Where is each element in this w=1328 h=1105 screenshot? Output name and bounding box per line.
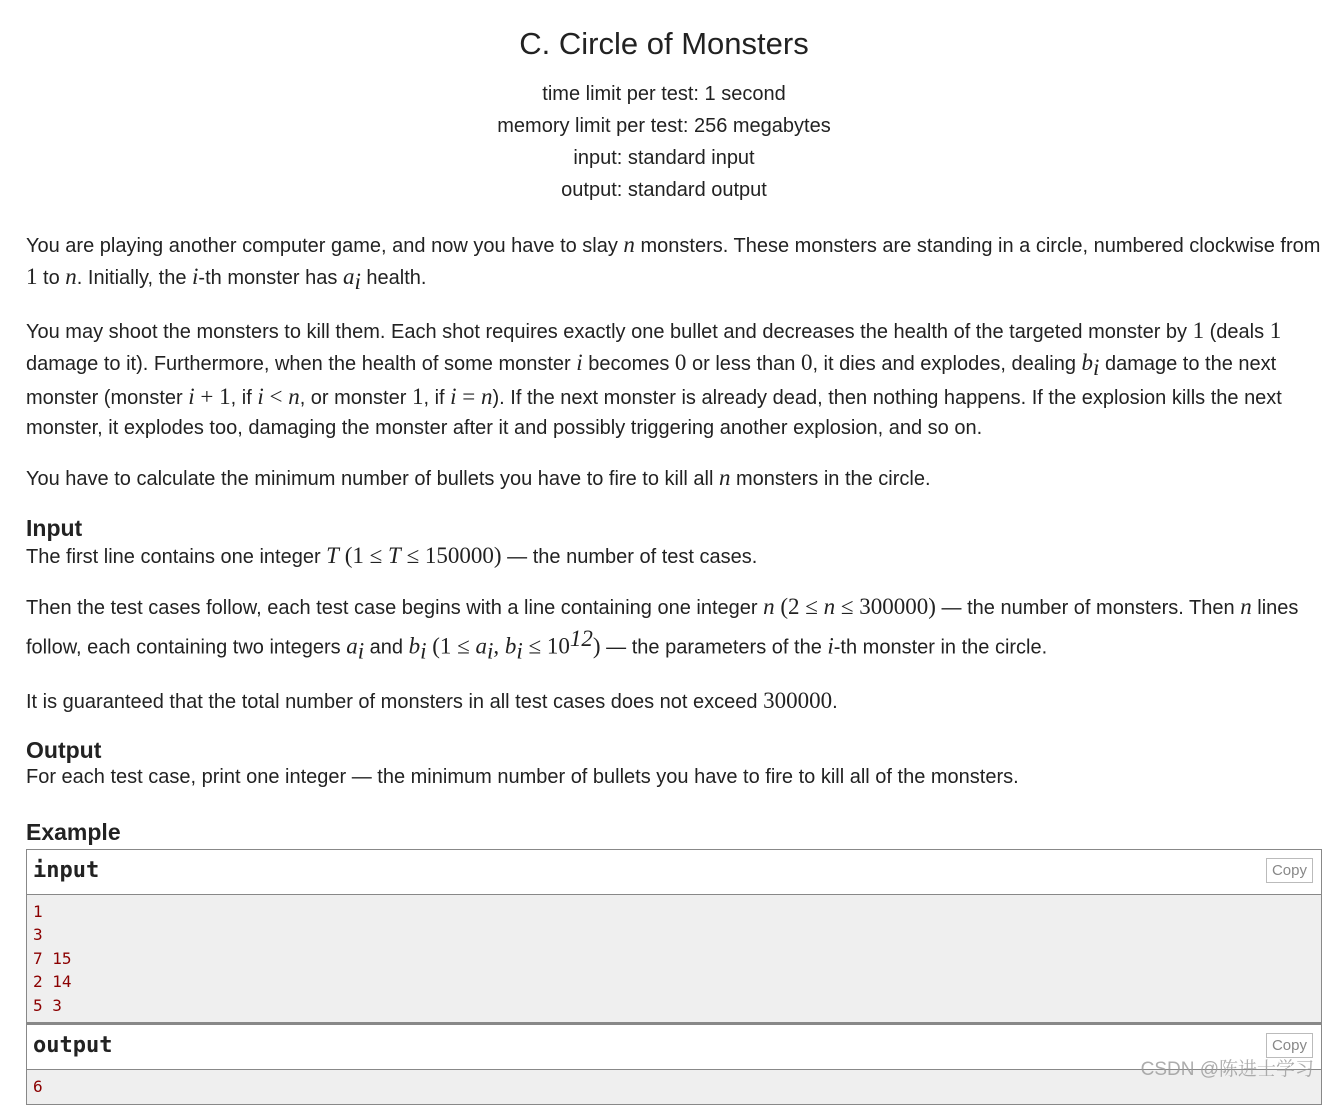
math: = [456, 384, 481, 409]
problem-header [0, 0, 1328, 206]
math: n [823, 594, 836, 619]
example-line: 1 [33, 901, 43, 921]
math: ≤ 300000) [835, 594, 936, 619]
text: lines follow, each containing two integers [26, 597, 1299, 659]
problem-title: C. Circle of Monsters [519, 26, 809, 61]
math: 1 [1192, 318, 1205, 343]
example-box [26, 849, 1322, 1105]
paragraph [26, 541, 1322, 573]
text: , or monster [299, 387, 412, 409]
math: ) [592, 633, 601, 659]
text: health. [360, 266, 427, 289]
example-line: 6 [33, 1076, 43, 1096]
math: n [763, 594, 775, 619]
memory-limit: memory limit per test: 256 megabytes [497, 115, 831, 137]
math: 0 [800, 349, 813, 375]
text: damage to it). Furthermore, when the health of some monster [26, 352, 577, 375]
text: . Initially, the [76, 266, 193, 289]
math: ≤ 150000) [400, 542, 502, 568]
text: damage to the next monster (monster [26, 352, 1277, 409]
math: < [263, 384, 289, 409]
copy-input-button[interactable]: Copy [1266, 858, 1313, 883]
text: , if [423, 387, 451, 409]
math: , [493, 633, 505, 659]
input-section-title: Input [26, 514, 83, 541]
math: b [504, 633, 517, 659]
math: n [65, 263, 77, 289]
text: becomes [582, 352, 675, 375]
math-sub: i [357, 638, 365, 664]
example-output-label: output [33, 1032, 113, 1058]
math: i [192, 263, 199, 289]
math: ≤ 10 [522, 633, 570, 659]
example-line: 7 15 [33, 948, 72, 968]
math: n [1240, 594, 1252, 619]
text: and [364, 636, 409, 659]
paragraph [26, 316, 1322, 443]
math: b [408, 633, 421, 659]
text: or less than [686, 352, 801, 375]
math: T [388, 542, 401, 568]
math: n [481, 384, 493, 409]
math: i [576, 349, 583, 375]
text: ). If the next monster is already dead, then nothing happens. If the explosion kills the next monster, it explodes too, damaging the monster after it and possibly triggering another explosion, and so on. [26, 387, 1282, 439]
paragraph [26, 592, 1322, 666]
example-title: Example [26, 818, 121, 845]
math-sub: i [1093, 354, 1100, 380]
example-input-header [27, 850, 1321, 895]
math: (1 ≤ [338, 542, 389, 568]
example-output-header [27, 1025, 1321, 1070]
example-line: 5 3 [33, 995, 62, 1015]
input-section [26, 541, 1322, 718]
text: monsters in the circle. [730, 468, 931, 490]
text: , if [230, 387, 258, 409]
math: 1 [411, 384, 424, 409]
text: Then the test cases follow, each test case begins with a line containing one integer [26, 597, 764, 619]
math: n [288, 384, 300, 409]
paragraph [26, 230, 1322, 296]
output-spec: output: standard output [561, 179, 767, 201]
example-line: 2 14 [33, 972, 72, 992]
text: . [832, 690, 838, 713]
copy-output-button[interactable]: Copy [1266, 1033, 1313, 1058]
math: + 1 [194, 384, 231, 409]
text: You may shoot the monsters to kill them. Each shot requires exactly one bullet and decreases the health of the targeted monster by [26, 321, 1193, 343]
paragraph [26, 686, 1322, 718]
text: For each test case, print one integer — the minimum number of bullets you have to fire to kill all of the monsters. [26, 766, 1019, 789]
math: a [342, 263, 355, 289]
math: i [257, 384, 264, 409]
problem-statement [26, 230, 1322, 495]
math-sub: i [516, 638, 523, 664]
math-sup: 12 [569, 625, 593, 651]
text: -th monster has [198, 266, 343, 289]
output-section [26, 763, 1322, 793]
watermark: CSDN @陈进士学习 [1140, 1059, 1314, 1080]
text: — the number of monsters. Then [935, 597, 1241, 619]
text: — the parameters of the [600, 636, 828, 659]
time-limit: time limit per test: 1 second [542, 83, 786, 105]
math: (2 ≤ [774, 594, 824, 619]
math: i [188, 384, 195, 409]
math: (1 ≤ [426, 633, 476, 659]
text: The first line contains one integer [26, 545, 327, 568]
math-sub: i [354, 268, 361, 294]
math-sub: i [420, 638, 427, 664]
text: , it dies and explodes, dealing [812, 352, 1082, 375]
example-line: 3 [33, 925, 43, 945]
math: T [326, 542, 339, 568]
math: a [346, 633, 358, 659]
math: 1 [26, 263, 38, 289]
example-input-label: input [33, 857, 100, 883]
output-section-title: Output [26, 737, 102, 764]
text: It is guaranteed that the total number of monsters in all test cases does not exceed [26, 690, 764, 713]
math: 0 [674, 349, 687, 375]
math-sub: i [487, 638, 494, 664]
text: You are playing another computer game, and now you have to slay [26, 235, 624, 257]
math: b [1081, 349, 1094, 375]
math: 300000 [763, 687, 833, 713]
text: — the number of test cases. [501, 545, 758, 568]
text: You have to calculate the minimum number of bullets you have to fire to kill all [26, 468, 719, 490]
text: to [37, 266, 66, 289]
text: monsters. These monsters are standing in a circle, numbered clockwise from [634, 235, 1321, 257]
math: i [450, 384, 457, 409]
paragraph [26, 463, 1322, 495]
example-input [27, 895, 1321, 1025]
math: n [623, 232, 635, 257]
math: 1 [1269, 318, 1282, 343]
math: i [827, 633, 834, 659]
math: a [475, 633, 488, 659]
text: -th monster in the circle. [833, 636, 1048, 659]
math: n [718, 465, 731, 490]
input-spec: input: standard input [573, 147, 755, 169]
text: (deals [1204, 321, 1270, 343]
paragraph [26, 763, 1322, 793]
